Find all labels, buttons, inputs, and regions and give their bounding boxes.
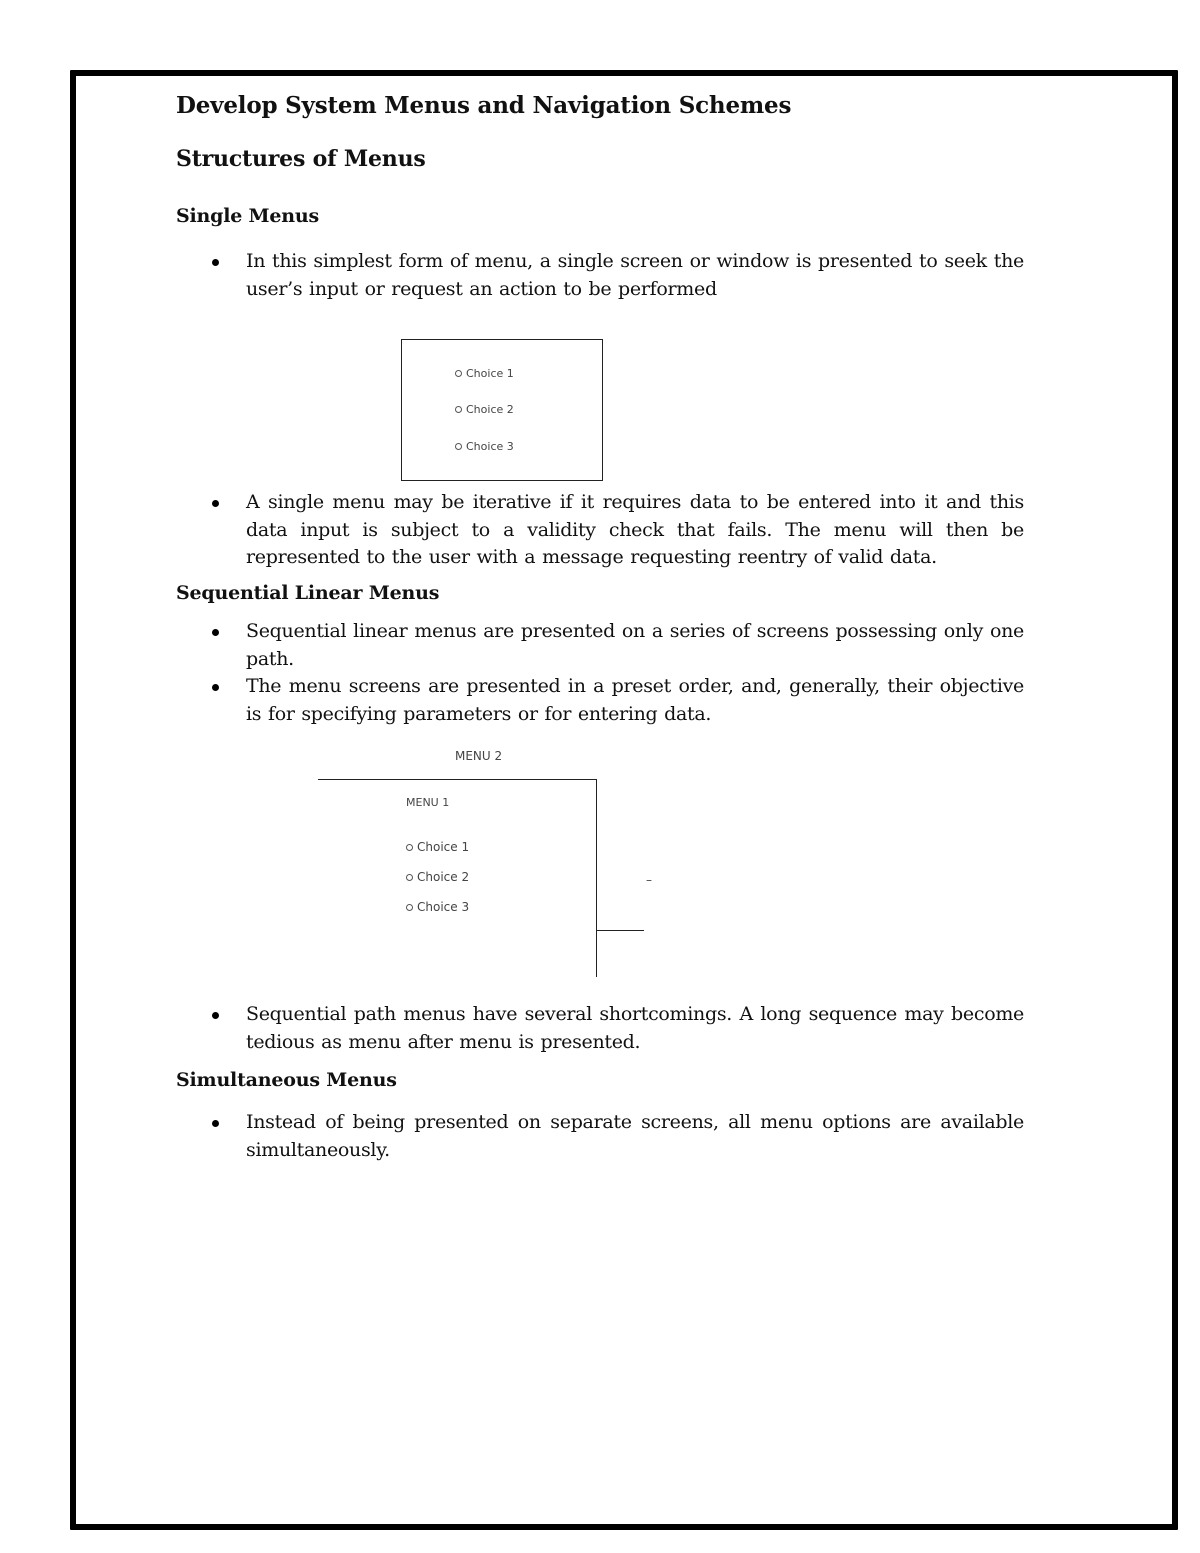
list-item-text: The menu screens are presented in a preset order, and, generally, their objective is for specifying parameters or for entering data.	[246, 675, 1024, 725]
list-item	[212, 618, 1024, 673]
menu2-label: MENU 2	[455, 749, 503, 763]
figure-choice	[455, 440, 514, 453]
figure-choice-label: Choice 1	[417, 840, 470, 854]
list-item	[212, 489, 1024, 572]
figure-line	[318, 779, 597, 780]
bullet-icon	[212, 500, 219, 507]
figure-choice	[406, 840, 469, 854]
radio-icon	[406, 904, 413, 911]
list-item-text: Sequential path menus have several shortcomings. A long sequence may become tedious as menu after menu is presented.	[246, 1003, 1024, 1053]
single-menus-heading: Single Menus	[176, 205, 320, 227]
menu1-label: MENU 1	[406, 796, 450, 809]
list-item-text: In this simplest form of menu, a single screen or window is presented to seek the user’s input or request an action to be performed	[246, 250, 1024, 300]
list-item	[212, 673, 1024, 728]
figure-line	[596, 930, 644, 931]
figure-choice-label: Choice 2	[417, 870, 470, 884]
section-heading: Structures of Menus	[176, 146, 426, 172]
figure-choice-label: Choice 3	[466, 440, 514, 453]
simultaneous-menus-heading: Simultaneous Menus	[176, 1069, 397, 1091]
list-item	[212, 1109, 1024, 1164]
radio-icon	[406, 844, 413, 851]
bullet-icon	[212, 259, 219, 266]
figure-choice	[406, 870, 469, 884]
figure-choice-label: Choice 3	[417, 900, 470, 914]
figure-line	[596, 779, 597, 977]
list-item-text: Sequential linear menus are presented on a series of screens possessing only one path.	[246, 620, 1024, 670]
figure-choice	[406, 900, 469, 914]
figure-choice	[455, 367, 514, 380]
radio-icon	[406, 874, 413, 881]
bullet-icon	[212, 1120, 219, 1127]
sequential-menu-figure	[300, 740, 660, 980]
page-title: Develop System Menus and Navigation Schemes	[176, 92, 792, 119]
radio-icon	[455, 443, 462, 450]
bullet-icon	[212, 1012, 219, 1019]
figure-choice-label: Choice 2	[466, 403, 514, 416]
figure-dash: –	[646, 873, 652, 887]
figure-choice-label: Choice 1	[466, 367, 514, 380]
sequential-menus-heading: Sequential Linear Menus	[176, 582, 440, 604]
list-item	[212, 248, 1024, 303]
list-item-text: A single menu may be iterative if it requires data to be entered into it and this data input is subject to a validity check that fails. The menu will then be represented to the user with a message requesting reentry of valid data.	[246, 491, 1024, 568]
list-item-text: Instead of being presented on separate screens, all menu options are available simultaneously.	[246, 1111, 1024, 1161]
list-item	[212, 1001, 1024, 1056]
bullet-icon	[212, 629, 219, 636]
bullet-icon	[212, 684, 219, 691]
radio-icon	[455, 370, 462, 377]
radio-icon	[455, 406, 462, 413]
figure-choice	[455, 403, 514, 416]
single-menu-figure	[401, 339, 603, 481]
